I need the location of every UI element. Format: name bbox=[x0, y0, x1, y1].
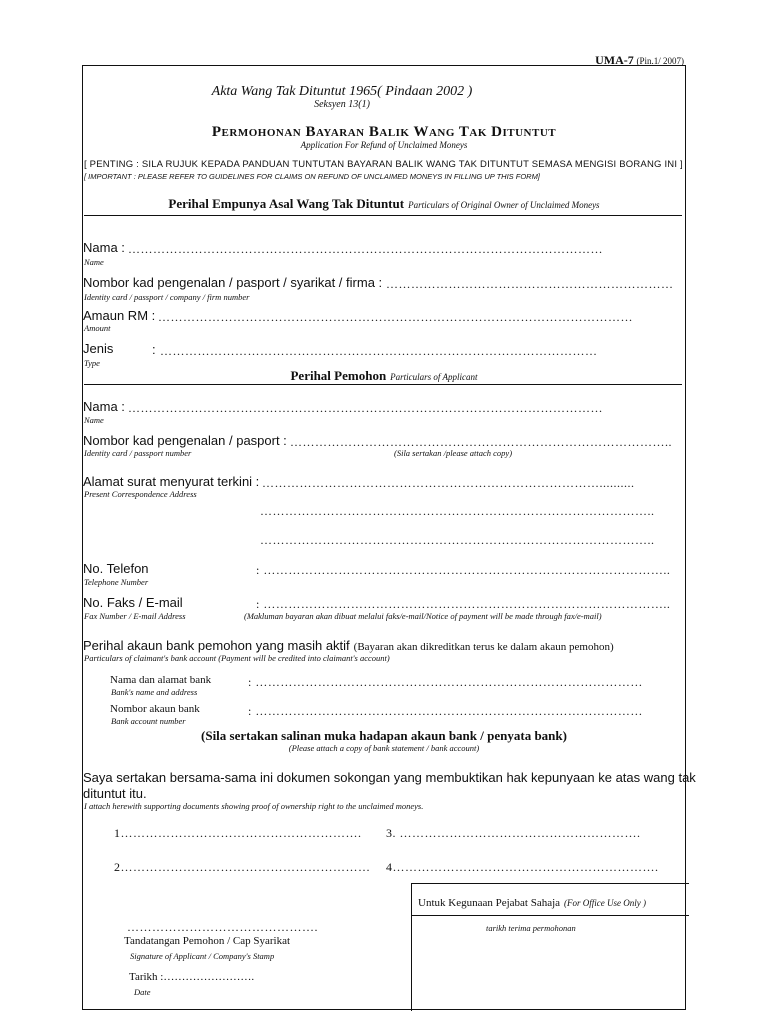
signature-en: Signature of Applicant / Company's Stamp bbox=[130, 951, 275, 961]
form-revision: (Pin.1/ 2007) bbox=[636, 56, 684, 66]
owner-type-en: Type bbox=[84, 358, 100, 368]
signature-field[interactable]: ………………………………………. bbox=[127, 920, 318, 934]
bank-title-note: (Bayaran akan dikreditkan terus ke dalam akaun pemohon) bbox=[353, 641, 614, 653]
address-field-3[interactable]: ………………………………………………………………………………….. bbox=[260, 533, 655, 547]
bank-attach-note: (Sila sertakan salinan muka hadapan akaun bank / penyata bank) bbox=[201, 728, 567, 743]
owner-id-en: Identity card / passport / company / firm number bbox=[84, 292, 250, 302]
fax-field[interactable]: : …………………………………………………………………………………….. bbox=[256, 597, 671, 611]
applicant-name-field[interactable]: …………………………………………………………………………………………………… bbox=[128, 401, 603, 415]
bank-title: Perihal akaun bank pemohon yang masih aktif bbox=[83, 638, 350, 653]
bank-attach-note-en: (Please attach a copy of bank statement / bank account) bbox=[288, 743, 480, 753]
office-use-divider bbox=[411, 915, 689, 916]
applicant-name-label: Nama : bbox=[83, 399, 125, 414]
account-label: Nombor akaun bank bbox=[110, 703, 200, 715]
owner-name-label: Nama : bbox=[83, 240, 125, 255]
document-1[interactable]: 1…………………………………………………. bbox=[114, 826, 362, 840]
bank-name-field[interactable]: : ………………………………………………………………………………… bbox=[248, 675, 643, 689]
phone-field[interactable]: : …………………………………………………………………………………….. bbox=[256, 563, 671, 577]
form-title-en: Application For Refund of Unclaimed Moneys bbox=[300, 140, 468, 150]
applicant-id-field[interactable]: ……………………………………………………………………………….. bbox=[290, 435, 672, 449]
signature-label: Tandatangan Pemohon / Cap Syarikat bbox=[124, 935, 291, 947]
account-en: Bank account number bbox=[111, 716, 186, 726]
section-ref: Seksyen 13(1) bbox=[314, 99, 370, 110]
applicant-title-ms: Perihal Pemohon bbox=[290, 368, 387, 383]
applicant-id-en: Identity card / passport number bbox=[84, 448, 192, 458]
declaration-line-2: dituntut itu. bbox=[83, 786, 147, 801]
owner-amount-field[interactable]: …………………………………………………………………………………………………… bbox=[158, 310, 633, 324]
applicant-id-label: Nombor kad pengenalan / pasport : bbox=[83, 433, 287, 448]
owner-title-ms: Perihal Empunya Asal Wang Tak Dituntut bbox=[168, 196, 405, 211]
owner-id-label: Nombor kad pengenalan / pasport / syarikat / firma : bbox=[83, 275, 383, 290]
owner-type-field[interactable]: …………………………………………………………………………………………… bbox=[160, 344, 598, 358]
bank-title-en: Particulars of claimant's bank account (Payment will be credited into claimant's account) bbox=[84, 653, 390, 663]
account-field[interactable]: : ………………………………………………………………………………… bbox=[248, 704, 643, 718]
date-field[interactable]: Tarikh :……………………. bbox=[129, 971, 255, 983]
bank-name-label: Nama dan alamat bank bbox=[110, 674, 212, 686]
applicant-title-en: Particulars of Applicant bbox=[390, 372, 478, 382]
received-date-label: tarikh terima permohonan bbox=[486, 923, 576, 933]
owner-section-title bbox=[82, 195, 686, 213]
owner-name-en: Name bbox=[84, 257, 104, 267]
office-use-title bbox=[418, 893, 646, 911]
address-label: Alamat surat menyurat terkini : bbox=[83, 474, 260, 489]
important-note-en: [ IMPORTANT : PLEASE REFER TO GUIDELINES FOR CLAIMS ON REFUND OF UNCLAIMED MONEYS IN FILLING UP THIS FORM] bbox=[84, 172, 540, 181]
address-field-1[interactable]: ……………………………………………………………………….......... bbox=[262, 476, 635, 490]
owner-amount-label: Amaun RM : bbox=[83, 308, 156, 323]
act-title: Akta Wang Tak Dituntut 1965( Pindaan 2002 ) bbox=[211, 84, 473, 99]
applicant-id-note: (Sila sertakan /please attach copy) bbox=[394, 448, 513, 458]
phone-label: No. Telefon bbox=[83, 561, 149, 576]
fax-en: Fax Number / E-mail Address bbox=[84, 611, 186, 621]
address-field-2[interactable]: ………………………………………………………………………………….. bbox=[260, 504, 655, 518]
form-title: Permohonan Bayaran Balik Wang Tak Dituntut bbox=[211, 124, 557, 140]
applicant-name-en: Name bbox=[84, 415, 104, 425]
document-3[interactable]: 3. …………………………………………………. bbox=[386, 826, 641, 840]
owner-name-field[interactable]: …………………………………………………………………………………………………… bbox=[128, 242, 603, 256]
phone-en: Telephone Number bbox=[84, 577, 149, 587]
owner-title-en: Particulars of Original Owner of Unclaimed Moneys bbox=[408, 200, 600, 210]
owner-id-field[interactable]: …………………………………………………………… bbox=[386, 277, 674, 291]
form-code-label: UMA-7 bbox=[595, 53, 634, 67]
owner-type-colon: : bbox=[152, 342, 156, 357]
address-en: Present Correspondence Address bbox=[84, 489, 197, 499]
date-en: Date bbox=[134, 987, 151, 997]
declaration-en: I attach herewith supporting documents showing proof of ownership right to the unclaimed moneys. bbox=[84, 801, 424, 811]
applicant-rule bbox=[84, 384, 682, 385]
applicant-section-title bbox=[82, 367, 686, 385]
office-title-ms: Untuk Kegunaan Pejabat Sahaja bbox=[418, 897, 561, 909]
fax-label: No. Faks / E-mail bbox=[83, 595, 183, 610]
document-4[interactable]: 4………………………………………………………. bbox=[386, 860, 659, 874]
declaration-line-1: Saya sertakan bersama-sama ini dokumen sokongan yang membuktikan hak kepunyaan ke atas wang tak bbox=[83, 770, 696, 785]
bank-name-en: Bank's name and address bbox=[111, 687, 198, 697]
document-2[interactable]: 2…………………………………………………… bbox=[114, 860, 371, 874]
owner-amount-en: Amount bbox=[84, 323, 111, 333]
owner-rule bbox=[84, 215, 682, 216]
important-note: [ PENTING : SILA RUJUK KEPADA PANDUAN TUNTUTAN BAYARAN BALIK WANG TAK DITUNTUT SEMASA MENGISI BORANG INI ] bbox=[84, 159, 683, 170]
owner-type-label: Jenis bbox=[83, 341, 114, 356]
office-title-en: (For Office Use Only ) bbox=[564, 898, 647, 908]
fax-note: (Makluman bayaran akan dibuat melalui faks/e-mail/Notice of payment will be made through fax/e-mail) bbox=[244, 611, 602, 621]
